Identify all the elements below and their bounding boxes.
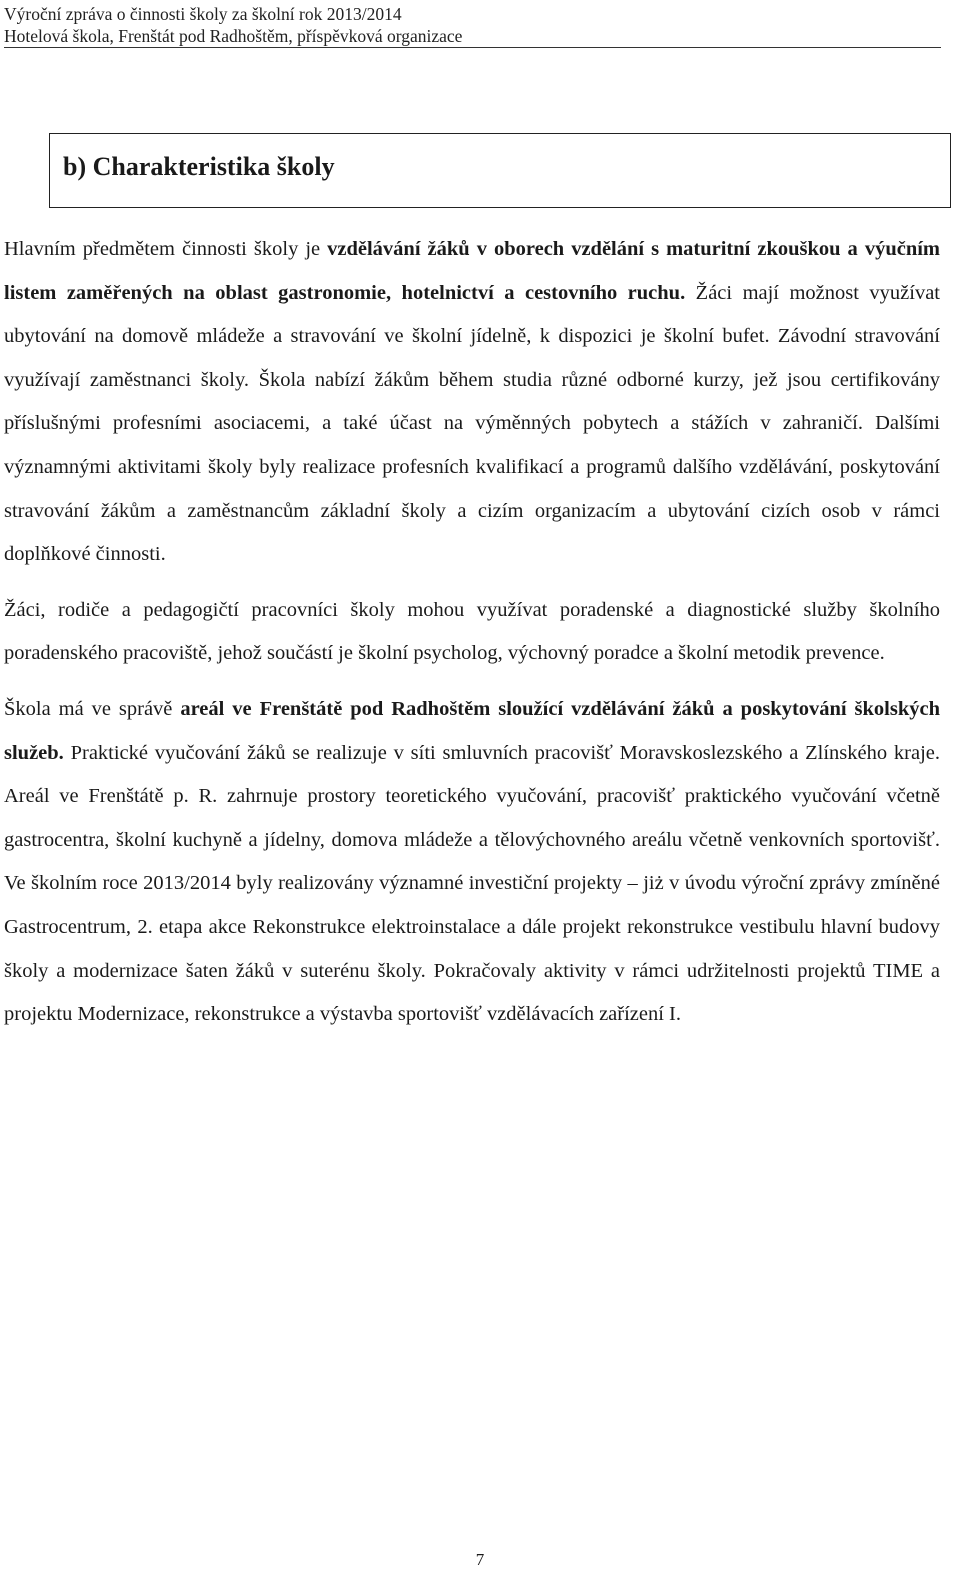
report-title: Výroční zpráva o činnosti školy za školní rok 2013/2014: [4, 4, 402, 24]
section-heading-box: [49, 133, 951, 208]
paragraph-text: Škola má ve správě: [4, 697, 181, 720]
page-number: 7: [475, 1550, 485, 1569]
paragraph-campus: [4, 688, 940, 1037]
section-title: b) Charakteristika školy: [63, 152, 335, 181]
paragraph-emphasis: areál ve Frenštátě pod Radhoštěm sloužící vzdělávání žáků a poskytování školských služeb.: [4, 697, 941, 764]
paragraph-text: Hlavním předmětem činnosti školy je: [4, 238, 328, 260]
paragraph-school-profile: [4, 228, 940, 577]
document-body: [4, 228, 940, 1037]
paragraph-emphasis: vzdělávání žáků v oborech vzdělání s maturitní zkouškou a výučním listem zaměřených na oblast gastronomie, hotelnictví a cestovního ruchu.: [4, 238, 940, 304]
running-header: [4, 3, 940, 47]
paragraph-counseling: [4, 589, 940, 676]
header-divider: [4, 47, 941, 48]
paragraph-text: Praktické vyučování žáků se realizuje v síti smluvních pracovišť Moravskoslezského a Zlínského kraje. Areál ve Frenštátě p. R. zahrnuje prostory teoretického vyučování, pracovišť praktického vyučování včetně gastrocentra, školní kuchyně a jídelny, domova mládeže a tělovýchovného areálu včetně venkovních sportovišť. Ve školním roce 2013/2014 byly realizovány významné investiční projekty – jiż v úvodu výroční zprávy zmíněné Gastrocentrum, 2. etapa akce Rekonstrukce elektroinstalace a dále projekt rekonstrukce vestibulu hlavní budovy školy a modernizace šaten žáků v suterénu školy. Pokračovaly aktivity v rámci udržitelnosti projektů TIME a projektu Modernizace, rekonstrukce a výstavba sportovišť vzdělávacích zařízení I.: [4, 741, 940, 1026]
school-name: Hotelová škola, Frenštát pod Radhoštěm, příspěvková organizace: [4, 26, 463, 46]
paragraph-text: Žáci, rodiče a pedagogičtí pracovníci školy mohou využívat poradenské a diagnostické služby školního poradenského pracoviště, jehož součástí je školní psycholog, výchovný poradce a školní metodik prevence.: [4, 598, 940, 665]
paragraph-text: Žáci mají možnost využívat ubytování na domově mládeže a stravování ve školní jídelně, k dispozici je školní bufet. Závodní stravování využívají zaměstnanci školy. Škola nabízí žákům během studia různé odborné kurzy, jež jsou certifikovány příslušnými profesními asociacemi, a také účast na výměnných pobytech a stážích v zahraničí. Dalšími významnými aktivitami školy byly realizace profesních kvalifikací a programů dalšího vzdělávání, poskytování stravování žákům a zaměstnancům základní školy a cizím organizacím a ubytování cizích osob v rámci doplňkové činnosti.: [4, 281, 940, 566]
